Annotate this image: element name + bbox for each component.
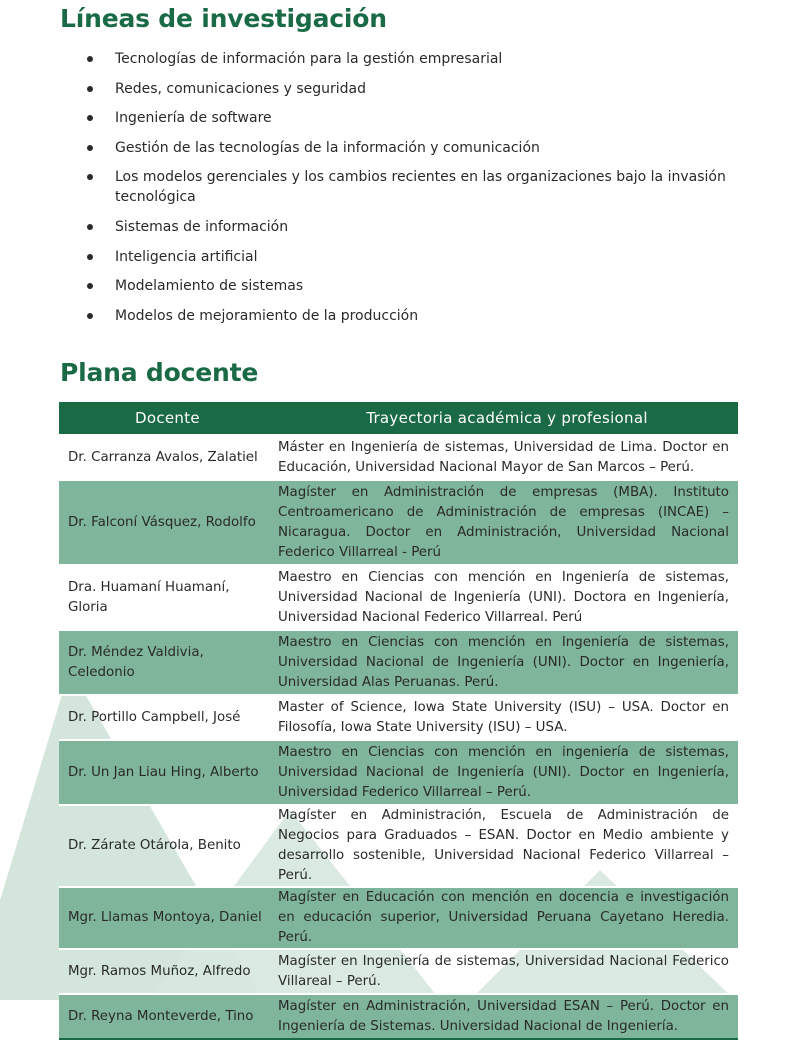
- teacher-background: Master of Science, Iowa State University (ISU) – USA. Doctor en Filosofía, Iowa State University (ISU) – USA.: [276, 695, 738, 740]
- list-item: Tecnologías de información para la gestión empresarial: [86, 49, 726, 69]
- table-row: [59, 695, 738, 740]
- table-row: [59, 805, 738, 887]
- teacher-background: Maestro en Ciencias con mención en ingeniería de sistemas, Universidad Nacional de Ingeniería (UNI). Doctor en Ingeniería, Universidad Federico Villarreal – Perú.: [276, 740, 738, 805]
- table-row: [59, 887, 738, 949]
- teacher-background: Maestro en Ciencias con mención en Ingeniería de sistemas, Universidad Nacional de Ingeniería (UNI). Doctora en Ingeniería, Universidad Nacional Federico Villarreal. Perú: [276, 565, 738, 630]
- teacher-name: Mgr. Ramos Muñoz, Alfredo: [59, 949, 276, 994]
- table-row: [59, 435, 738, 480]
- teacher-name: Dra. Huamaní Huamaní, Gloria: [59, 565, 276, 630]
- list-item: Sistemas de información: [86, 217, 726, 237]
- list-item: Gestión de las tecnologías de la información y comunicación: [86, 138, 726, 158]
- teacher-name: Dr. Carranza Avalos, Zalatiel: [59, 435, 276, 480]
- list-item: Modelos de mejoramiento de la producción: [86, 306, 726, 326]
- teacher-background: Magíster en Ingeniería de sistemas, Universidad Nacional Federico Villareal – Perú.: [276, 949, 738, 994]
- teacher-name: Dr. Falconí Vásquez, Rodolfo: [59, 480, 276, 565]
- list-item: Redes, comunicaciones y seguridad: [86, 79, 726, 99]
- list-item: Los modelos gerenciales y los cambios recientes en las organizaciones bajo la invasión tecnológica: [86, 167, 726, 207]
- faculty-table: [59, 402, 738, 1040]
- teacher-background: Magíster en Administración, Universidad ESAN – Perú. Doctor en Ingeniería de Sistemas. Universidad Nacional de Ingeniería.: [276, 994, 738, 1039]
- column-header-trayectoria: Trayectoria académica y profesional: [276, 402, 738, 435]
- table-row: [59, 565, 738, 630]
- teacher-name: Dr. Portillo Campbell, José: [59, 695, 276, 740]
- list-item: Inteligencia artificial: [86, 247, 726, 267]
- table-row: [59, 480, 738, 565]
- faculty-title: Plana docente: [60, 358, 259, 387]
- table-header-row: [59, 402, 738, 435]
- teacher-name: Dr. Un Jan Liau Hing, Alberto: [59, 740, 276, 805]
- table-row: [59, 994, 738, 1039]
- list-item: Ingeniería de software: [86, 108, 726, 128]
- column-header-docente: Docente: [59, 402, 276, 435]
- teacher-background: Máster en Ingeniería de sistemas, Universidad de Lima. Doctor en Educación, Universidad Nacional Mayor de San Marcos – Perú.: [276, 435, 738, 480]
- teacher-name: Dr. Zárate Otárola, Benito: [59, 805, 276, 887]
- teacher-background: Magíster en Educación con mención en docencia e investigación en educación superior, Universidad Peruana Cayetano Heredia. Perú.: [276, 887, 738, 949]
- table-row: [59, 740, 738, 805]
- teacher-name: Mgr. Llamas Montoya, Daniel: [59, 887, 276, 949]
- list-item: Modelamiento de sistemas: [86, 276, 726, 296]
- table-row: [59, 949, 738, 994]
- teacher-name: Dr. Reyna Monteverde, Tino: [59, 994, 276, 1039]
- teacher-background: Magíster en Administración de empresas (MBA). Instituto Centroamericano de Administración de empresas (INCAE) – Nicaragua. Doctor en Administración, Universidad Nacional Federico Villarreal - Perú: [276, 480, 738, 565]
- research-lines-title: Líneas de investigación: [60, 4, 387, 33]
- teacher-name: Dr. Méndez Valdivia, Celedonio: [59, 630, 276, 695]
- teacher-background: Maestro en Ciencias con mención en Ingeniería de sistemas, Universidad Nacional de Ingeniería (UNI). Doctor en Ingeniería, Universidad Alas Peruanas. Perú.: [276, 630, 738, 695]
- teacher-background: Magíster en Administración, Escuela de Administración de Negocios para Graduados – ESAN. Doctor en Medio ambiente y desarrollo sostenible, Universidad Nacional Federico Villarreal – Perú.: [276, 805, 738, 887]
- research-lines-list: [86, 49, 726, 335]
- table-row: [59, 630, 738, 695]
